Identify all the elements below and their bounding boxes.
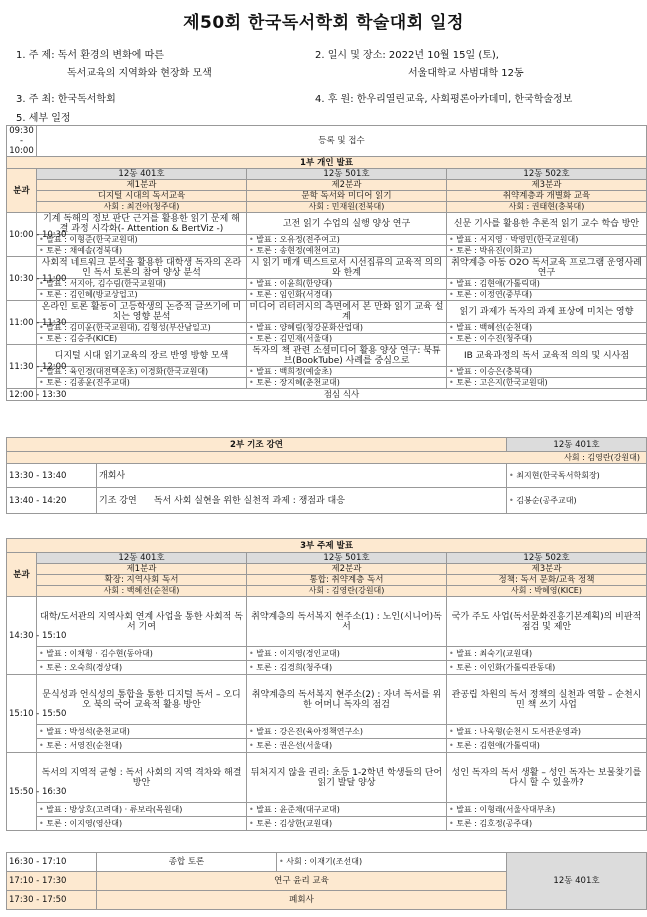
keynote <box>97 488 507 514</box>
presenter: • 발표 : 이윤희(한양대) <box>247 279 447 290</box>
division-name: 제2분과 <box>247 564 447 575</box>
theme-line2: 독서교육의 지역화와 현장화 모색 <box>67 68 212 79</box>
division-name: 제1분과 <box>37 180 247 191</box>
discussant: • 토론 : 박유진(이화고) <box>447 246 647 257</box>
division-name: 제2분과 <box>247 180 447 191</box>
talk-title: 취약계층의 독서복지 현주소(2) : 자녀 독서를 위한 어머니 독자의 점검 <box>247 675 447 725</box>
discussant: • 토론 : 김호정(공주대) <box>447 817 647 831</box>
presenter: • 발표 : 백희정(예술초) <box>247 367 447 378</box>
room: 12동 502호 <box>447 169 647 180</box>
date-label: 2. 일시 및 장소: 2022년 10월 15일 (토), <box>315 50 499 61</box>
talk-title: 뒤처지지 않을 권리: 초등 1-2학년 학생들의 단어 읽기 발달 양상 <box>247 753 447 803</box>
talk-title: 취약계층 아동 O2O 독서교육 프로그램 운영사례 연구 <box>447 257 647 279</box>
room: 12동 502호 <box>447 553 647 564</box>
registration-label: 등록 및 접수 <box>37 126 647 157</box>
part2-time: 13:30 - 13:40 <box>7 464 97 488</box>
talk-title: 취약계층의 독서복지 현주소(1) : 노인(시니어)독서 <box>247 597 447 647</box>
discussant: • 토론 : 채예솔(경북대) <box>37 246 247 257</box>
part1-table <box>6 125 647 401</box>
room: 12동 401호 <box>37 169 247 180</box>
opening-person: • 최지현(한국독서학회장) <box>507 464 647 488</box>
keynote-label: 기조 강연 <box>99 495 137 506</box>
talk-title: 시 읽기 매개 텍스트로서 시선집류의 교육적 의의와 한계 <box>247 257 447 279</box>
presenter: • 발표 : 김미윤(한국교원대), 김형성(부산남일고) <box>37 323 247 334</box>
talk-title: 독서의 지역적 균형 : 독서 사회의 지역 격차와 해결 방안 <box>37 753 247 803</box>
presenter: • 발표 : 김현애(가톨릭대) <box>447 279 647 290</box>
discussant: • 토론 : 김인혜(방교상업고) <box>37 290 247 301</box>
talk-title: 문식성과 언식성의 통합을 통한 디지털 독서 – 오디오 북의 국어 교육적 활용 방안 <box>37 675 247 725</box>
keynote-topic: 독서 사회 실현을 위한 실천적 과제 : 쟁점과 대응 <box>153 495 345 506</box>
discussant: • 토론 : 이정연(중부대) <box>447 290 647 301</box>
presenter: • 발표 : 이채형 · 김수현(동아대) <box>37 647 247 661</box>
room: 12동 501호 <box>247 553 447 564</box>
division-chair: 사회 : 최건아(청주대) <box>37 202 247 213</box>
talk-title: 고전 읽기 수업의 실행 양상 연구 <box>247 213 447 235</box>
talk-title: 대학/도서관의 지역사회 연계 사업을 통한 사회적 독서 기여 <box>37 597 247 647</box>
presenter: • 발표 : 최숙기(교원대) <box>447 647 647 661</box>
registration-time: 09:30 - 10:00 <box>7 126 37 157</box>
talk-title: 기계 독해의 정보 판단 근거를 활용한 읽기 문제 해결 과정 시각화(- Attention & BertViz -) <box>37 213 247 235</box>
presenter: • 발표 : 육인경(대전택운초) 이경화(한국교원대) <box>37 367 247 378</box>
lunch-time: 12:00 - 13:30 <box>7 389 37 401</box>
detail-label: 5. 세부 일정 <box>16 113 71 124</box>
presenter: • 발표 : 나욱형(순천시 도서관운영과) <box>447 725 647 739</box>
date-line2: 서울대학교 사범대학 12동 <box>408 68 524 79</box>
talk-title: IB 교육과정의 독서 교육적 의의 및 시사점 <box>447 345 647 367</box>
slot-time: 15:10 - 15:50 <box>7 675 37 753</box>
talk-title: 신문 기사를 활용한 추론적 읽기 교수 학습 방안 <box>447 213 647 235</box>
closing-table <box>6 852 647 910</box>
slot-time: 11:30 - 12:00 <box>7 345 37 389</box>
discussant: • 토론 : 김현애(가톨릭대) <box>447 739 647 753</box>
slot-time: 11:00 - 11:30 <box>7 301 37 345</box>
part3-table <box>6 538 647 831</box>
part2-table <box>6 437 647 514</box>
keynote-person: • 김봉순(공주교대) <box>507 488 647 514</box>
division-sub: 확장: 지역사회 독서 <box>37 575 247 586</box>
presenter: • 발표 : 서지아, 김수림(한국교원대) <box>37 279 247 290</box>
talk-title: 온라인 토론 활동이 고등학생의 논증적 글쓰기에 미치는 영향 분석 <box>37 301 247 323</box>
discussant: • 토론 : 김민재(서울대) <box>247 334 447 345</box>
talk-title: 디지털 시대 읽기교육의 장르 반영 방향 모색 <box>37 345 247 367</box>
closing-time: 17:30 - 17:50 <box>7 891 97 910</box>
sponsor-label: 4. 후 원: 한우리열린교육, 사회평론아카데미, 한국학술정보 <box>315 94 573 105</box>
division-sub: 통합: 취약계층 독서 <box>247 575 447 586</box>
division-sub: 정책: 독서 문화/교육 정책 <box>447 575 647 586</box>
slot-time: 15:50 - 16:30 <box>7 753 37 831</box>
part2-chair: 사회 : 김영란(강원대) <box>7 452 647 464</box>
talk-title: 사회적 네트워크 분석을 활용한 대학생 독자의 온라인 독서 토론의 참여 양상 분석 <box>37 257 247 279</box>
lunch-label: 점심 식사 <box>37 389 647 401</box>
talk-title: 관공립 차원의 독서 정책의 실천과 역할 – 순천시민 책 쓰기 사업 <box>447 675 647 725</box>
discussant: • 토론 : 김승주(KICE) <box>37 334 247 345</box>
division-name: 제1분과 <box>37 564 247 575</box>
discussant: • 토론 : 이수진(청주대) <box>447 334 647 345</box>
discussant: • 토론 : 오숙희(경상대) <box>37 661 247 675</box>
presenter: • 발표 : 백혜선(순천대) <box>447 323 647 334</box>
division-chair: 사회 : 민재원(전북대) <box>247 202 447 213</box>
part2-header: 2부 기조 강연 <box>7 438 507 452</box>
part3-header: 3부 주제 발표 <box>7 539 647 553</box>
presenter: • 발표 : 이승은(충북대) <box>447 367 647 378</box>
room: 12동 401호 <box>37 553 247 564</box>
theme-label: 1. 주 제: 독서 환경의 변화에 따른 <box>16 50 164 61</box>
presenter: • 발표 : 윤준채(대구교대) <box>247 803 447 817</box>
closing-label: 종합 토론 <box>97 853 277 872</box>
talk-title: 성인 독자의 독서 생활 – 성인 독자는 보물찾기를 다시 할 수 있을까? <box>447 753 647 803</box>
division-sub: 취약계층과 개별화 교육 <box>447 191 647 202</box>
closing-room: 12동 401호 <box>507 853 647 910</box>
discussant: • 토론 : 고은지(한국교원대) <box>447 378 647 389</box>
discussant: • 토론 : 송현정(예천여고) <box>247 246 447 257</box>
division-sub: 문학 독서와 미디어 읽기 <box>247 191 447 202</box>
discussant: • 토론 : 김종윤(진주교대) <box>37 378 247 389</box>
slot-time: 14:30 - 15:10 <box>7 597 37 675</box>
presenter: • 발표 : 서지영 · 박영민(한국교원대) <box>447 235 647 246</box>
division-name: 제3분과 <box>447 180 647 191</box>
presenter: • 발표 : 양혜림(청강문화산업대) <box>247 323 447 334</box>
discussant: • 토론 : 임인화(서경대) <box>247 290 447 301</box>
discussant: • 토론 : 장지혜(춘천교대) <box>247 378 447 389</box>
page-title: 제50회 한국독서학회 학술대회 일정 <box>183 13 464 33</box>
presenter: • 발표 : 이형준(한국교원대) <box>37 235 247 246</box>
opening-label: 개회사 <box>97 464 507 488</box>
part1-side-label: 분과 <box>7 169 37 213</box>
division-chair: 사회 : 김영란(강원대) <box>247 586 447 597</box>
discussant: • 토론 : 김상한(교원대) <box>247 817 447 831</box>
division-chair: 사회 : 백혜선(순천대) <box>37 586 247 597</box>
presenter: • 발표 : 오유정(전주여고) <box>247 235 447 246</box>
talk-title: 미디어 리터러시의 측면에서 본 만화 읽기 교육 설계 <box>247 301 447 323</box>
discussant: • 토론 : 이지영(영산대) <box>37 817 247 831</box>
part1-header: 1부 개인 발표 <box>7 157 647 169</box>
division-chair: 사회 : 권태현(충북대) <box>447 202 647 213</box>
discussant: • 토론 : 이인화(가톨릭관동대) <box>447 661 647 675</box>
talk-title: 독자의 책 관련 소셜미디어 활용 양상 연구: 북튜브(BookTube) 사례를 중심으로 <box>247 345 447 367</box>
closing-chair: • 사회 : 이재기(조선대) <box>277 853 507 872</box>
talk-title: 국가 주도 사업(독서문화진흥기본계획)의 비판적 점검 및 제안 <box>447 597 647 647</box>
discussant: • 토론 : 권은선(서울대) <box>247 739 447 753</box>
room: 12동 501호 <box>247 169 447 180</box>
presenter: • 발표 : 강은진(육아정책연구소) <box>247 725 447 739</box>
division-name: 제3분과 <box>447 564 647 575</box>
slot-time: 10:00 - 10:30 <box>7 213 37 257</box>
discussant: • 토론 : 김경희(청주대) <box>247 661 447 675</box>
presenter: • 발표 : 박성석(춘천교대) <box>37 725 247 739</box>
presenter: • 발표 : 방상호(고려대) · 류보라(목원대) <box>37 803 247 817</box>
part2-room: 12동 401호 <box>507 438 647 452</box>
host-label: 3. 주 최: 한국독서학회 <box>16 94 116 105</box>
closing-time: 17:10 - 17:30 <box>7 872 97 891</box>
presenter: • 발표 : 이지영(경인교대) <box>247 647 447 661</box>
talk-title: 읽기 과제가 독자의 과제 표상에 미치는 영향 <box>447 301 647 323</box>
part2-time: 13:40 - 14:20 <box>7 488 97 514</box>
presenter: • 발표 : 이형래(서울사대부초) <box>447 803 647 817</box>
closing-label: 폐회사 <box>97 891 507 910</box>
division-chair: 사회 : 박혜영(KICE) <box>447 586 647 597</box>
division-sub: 디지털 시대의 독서교육 <box>37 191 247 202</box>
closing-time: 16:30 - 17:10 <box>7 853 97 872</box>
discussant: • 토론 : 서영진(순천대) <box>37 739 247 753</box>
slot-time: 10:30 - 11:00 <box>7 257 37 301</box>
closing-label: 연구 윤리 교육 <box>97 872 507 891</box>
part3-side-label: 분과 <box>7 553 37 597</box>
